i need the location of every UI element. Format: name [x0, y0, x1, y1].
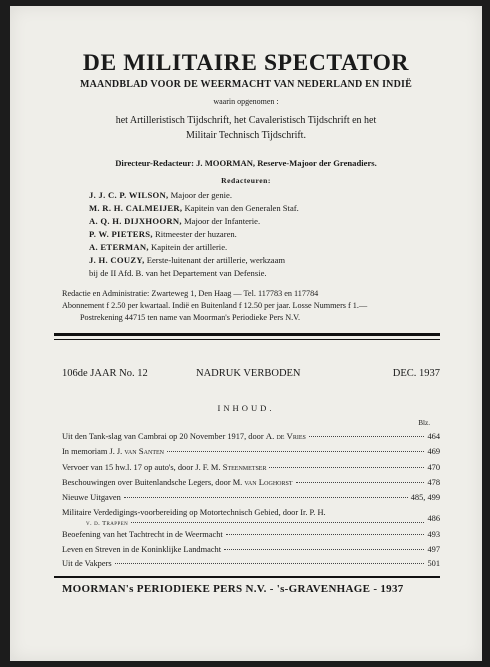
toc-item-title: Militaire Verdedigings-voorbereiding op Motortechnisch Gebied, door Ir. P. H. — [62, 508, 326, 517]
toc-item — [62, 446, 440, 456]
toc-item-title: Uit de Vakpers — [62, 559, 112, 568]
toc-item — [62, 493, 440, 502]
journal-page — [10, 6, 482, 661]
toc-item-page: 469 — [427, 447, 440, 456]
incorporated-label: waarin opgenomen : — [213, 97, 279, 106]
toc-item-title: Leven en Streven in de Koninklijke Landmacht — [62, 545, 222, 554]
editor-line — [89, 242, 227, 252]
subscription-rates: Abonnement f 2.50 per kwartaal. Indië en Buitenland f 12.50 per jaar. Losse Nummers f 1.— — [62, 301, 368, 310]
toc-item-title: Beschouwingen over Buitenlandsche Legers, door M. — [62, 478, 243, 487]
editor-role: bij de II Afd. B. van het Departement van Defensie. — [89, 268, 267, 278]
toc-leader — [224, 549, 424, 550]
reprint-notice: NADRUK VERBODEN — [196, 368, 301, 379]
journal-subtitle: MAANDBLAD VOOR DE WEERMACHT VAN NEDERLAND EN INDIË — [80, 79, 412, 90]
toc-item-page: 464 — [427, 432, 440, 441]
toc-leader — [115, 563, 425, 564]
toc-item — [62, 462, 440, 472]
editor-line — [89, 268, 267, 278]
toc-leader — [167, 451, 424, 452]
toc-item-author: A. de Vries — [265, 431, 306, 441]
editor-role: Majoor der genie. — [170, 190, 232, 200]
publisher-footer: MOORMAN's PERIODIEKE PERS N.V. - 's-GRAVENHAGE - 1937 — [62, 583, 404, 595]
director-line: Directeur-Redacteur: J. MOORMAN, Reserve-Majoor der Grenadiers. — [115, 158, 377, 168]
toc-item-author: v. d. Trappen — [86, 520, 129, 527]
editor-line — [89, 203, 299, 213]
toc-leader — [131, 522, 424, 523]
editor-role: Ritmeester der huzaren. — [154, 229, 237, 239]
editor-role: Majoor der Infanterie. — [184, 216, 261, 226]
toc-item-page: 470 — [427, 463, 440, 472]
editor-name: J. J. C. P. WILSON, — [89, 190, 169, 200]
divider-thick — [54, 333, 440, 336]
toc-item-title: Vervoer van 15 hw.l. 17 op auto's, door J. F. M. — [62, 463, 221, 472]
toc-item — [62, 545, 440, 554]
editor-line — [89, 190, 232, 200]
toc-item-page: 493 — [427, 530, 440, 539]
toc-item-author: van Santen — [124, 446, 164, 456]
toc-item-page: 486 — [427, 514, 440, 523]
incorporated-line-2: Militair Technisch Tijdschrift. — [186, 130, 306, 141]
toc-heading: INHOUD. — [217, 403, 275, 413]
toc-leader — [296, 482, 425, 483]
toc-item — [62, 559, 440, 568]
toc-leader — [124, 497, 408, 498]
editor-name: J. H. COUZY, — [89, 255, 145, 265]
toc-item-author: Steenmetser — [222, 462, 267, 472]
editors-heading: Redacteuren: — [221, 176, 271, 185]
editor-name: A. Q. H. DIJXHOORN, — [89, 216, 182, 226]
toc-leader — [226, 534, 425, 535]
issue-date: DEC. 1937 — [392, 368, 440, 379]
toc-item — [62, 508, 440, 517]
toc-item-continuation — [62, 514, 440, 527]
toc-item-page: 497 — [427, 545, 440, 554]
footer-divider — [54, 576, 440, 578]
toc-leader — [269, 467, 424, 468]
toc-item-title: Beoefening van het Tachtrecht in de Weermacht — [62, 530, 223, 539]
toc-item-title: Uit den Tank-slag van Cambrai op 20 November 1917, door — [62, 432, 264, 441]
toc-item-page: 478 — [427, 478, 440, 487]
editor-line — [89, 255, 285, 265]
editor-name: A. ETERMAN, — [89, 242, 149, 252]
editor-role: Kapitein der artillerie. — [151, 242, 228, 252]
toc-item-page: 485, 499 — [410, 493, 440, 502]
divider-thin — [54, 339, 440, 340]
toc-item-author: van Loghorst — [244, 477, 293, 487]
editor-role: Eerste-luitenant der artillerie, werkzaam — [146, 255, 286, 265]
toc-item — [62, 477, 440, 487]
toc-item-title: Nieuwe Uitgaven — [62, 493, 121, 502]
editor-role: Kapitein van den Generalen Staf. — [184, 203, 299, 213]
editor-line — [89, 229, 237, 239]
editor-name: P. W. PIETERS, — [89, 229, 153, 239]
toc-item-page: 501 — [427, 559, 440, 568]
editor-name: M. R. H. CALMEIJER, — [89, 203, 183, 213]
editor-line — [89, 216, 260, 226]
toc-page-label: Blz. — [418, 419, 430, 427]
issue-number: 106de JAAR No. 12 — [62, 368, 148, 379]
administration-address: Redactie en Administratie: Zwarteweg 1, Den Haag — Tel. 117783 en 117784 — [62, 289, 319, 298]
incorporated-line-1: het Artilleristisch Tijdschrift, het Cavaleristisch Tijdschrift en het — [115, 115, 377, 126]
journal-title: DE MILITAIRE SPECTATOR — [82, 50, 410, 76]
toc-item — [62, 530, 440, 539]
toc-item — [62, 431, 440, 441]
toc-leader — [309, 436, 425, 437]
toc-item-title: In memoriam J. J. — [62, 447, 123, 456]
postal-account: Postrekening 44715 ten name van Moorman's Periodieke Pers N.V. — [80, 313, 301, 322]
